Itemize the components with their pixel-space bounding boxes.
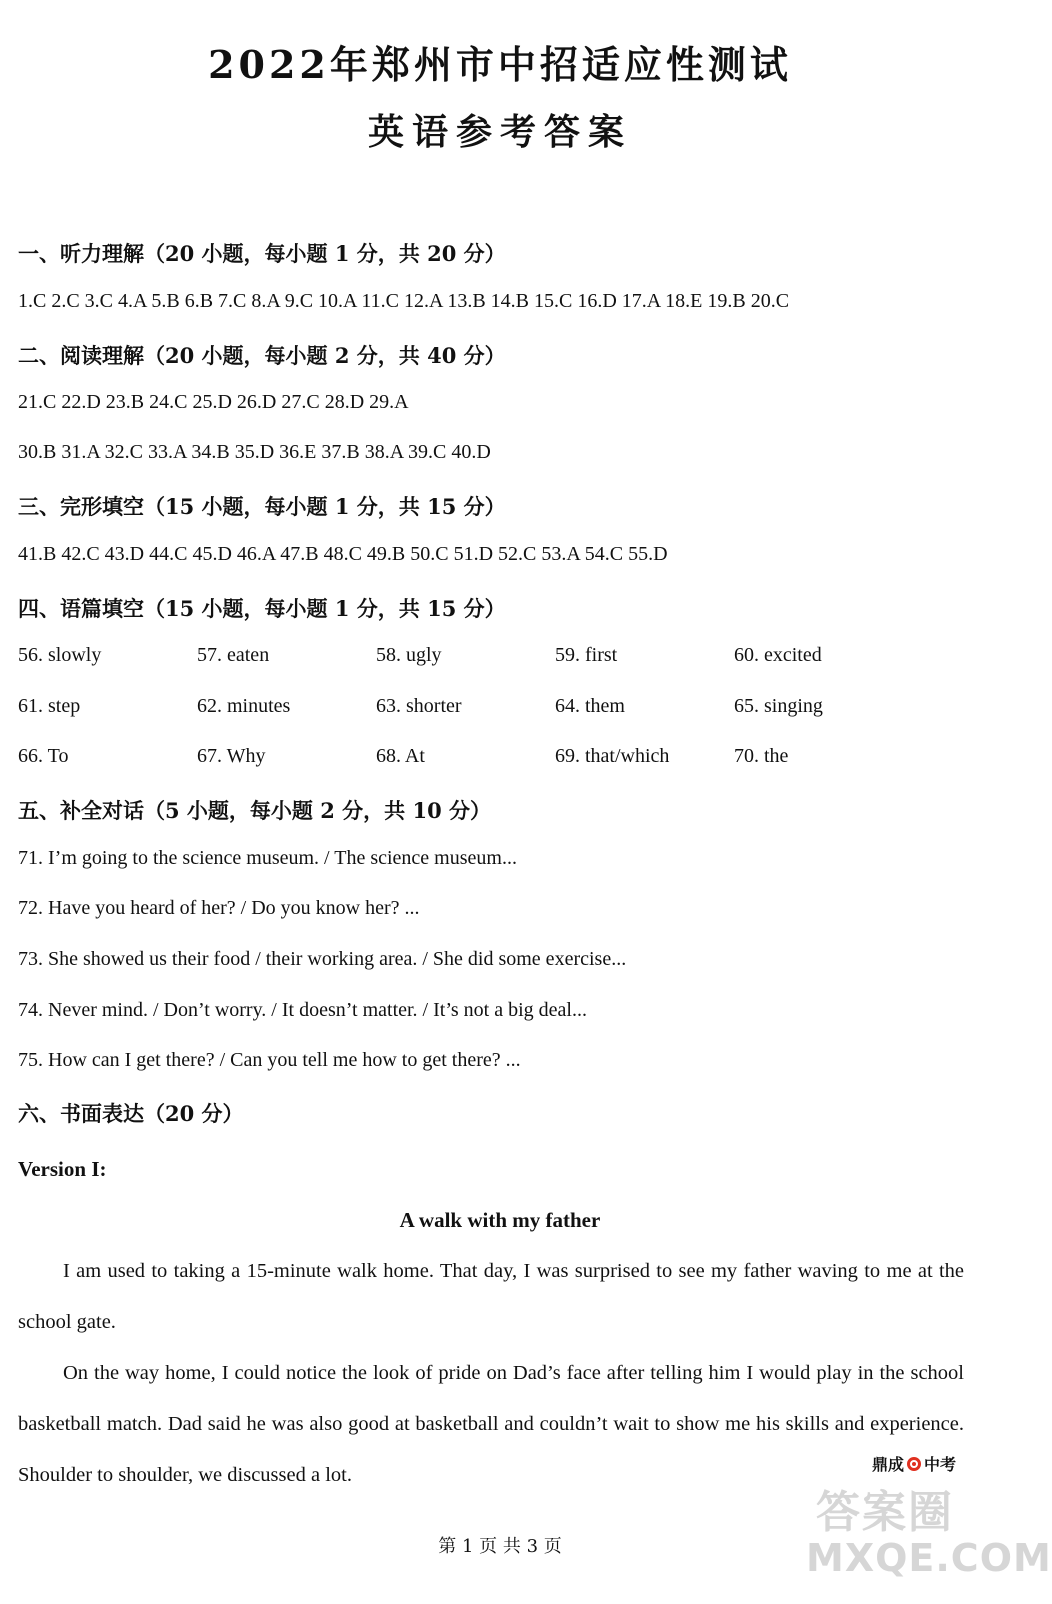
- passage-fill-row: [18, 644, 978, 674]
- essay-body: [18, 1246, 964, 1501]
- passage-fill-answer: 65. singing: [734, 695, 823, 717]
- passage-fill-answer: 59. first: [555, 644, 618, 666]
- answers-reading-line-1: 21.C 22.D 23.B 24.C 25.D 26.D 27.C 28.D 29.A: [18, 391, 409, 413]
- passage-fill-row: [18, 745, 978, 775]
- dialogue-answer-71: 71. I’m going to the science museum. / The science museum...: [18, 847, 517, 869]
- passage-fill-answer: 63. shorter: [376, 695, 462, 717]
- passage-fill-answer: 60. excited: [734, 644, 822, 666]
- dialogue-answer-75: 75. How can I get there? / Can you tell me how to get there? ...: [18, 1049, 521, 1071]
- document-subtitle: 英语参考答案: [367, 111, 632, 153]
- answers-reading-line-2: 30.B 31.A 32.C 33.A 34.B 35.D 36.E 37.B 38.A 39.C 40.D: [18, 441, 491, 463]
- passage-fill-answer: 64. them: [555, 695, 625, 717]
- watermark-text-top: 答案圈: [816, 1487, 954, 1538]
- passage-fill-answer: 67. Why: [197, 745, 266, 767]
- essay-paragraph: I am used to taking a 15-minute walk home. That day, I was surprised to see my father waving to me at the school gate.: [18, 1260, 964, 1333]
- section-heading-writing: 六、书面表达（20 分）: [18, 1101, 244, 1126]
- version-label: Version I:: [18, 1157, 107, 1181]
- essay-paragraph: On the way home, I could notice the look of pride on Dad’s face after telling him I would play in the school basketball match. Dad said he was also good at basketball and couldn’t wait to show me his skills and experience. Shoulder to shoulder, we discussed a lot.: [18, 1362, 964, 1486]
- answers-cloze: 41.B 42.C 43.D 44.C 45.D 46.A 47.B 48.C 49.B 50.C 51.D 52.C 53.A 54.C 55.D: [18, 543, 668, 565]
- section-heading-listening: 一、听力理解（20 小题，每小题 1 分，共 20 分）: [18, 241, 506, 266]
- passage-fill-answer: 69. that/which: [555, 745, 670, 767]
- passage-fill-answer: 58. ugly: [376, 644, 442, 666]
- dialogue-answer-74: 74. Never mind. / Don’t worry. / It doesn’t matter. / It’s not a big deal...: [18, 999, 587, 1021]
- passage-fill-answer: 61. step: [18, 695, 81, 717]
- brand-logo: [872, 1452, 956, 1475]
- dialogue-answer-72: 72. Have you heard of her? / Do you know her? ...: [18, 897, 420, 919]
- brand-name: 鼎成: [872, 1455, 905, 1474]
- answers-listening: 1.C 2.C 3.C 4.A 5.B 6.B 7.C 8.A 9.C 10.A 11.C 12.A 13.B 14.B 15.C 16.D 17.A 18.E 19.B 20.C: [18, 290, 790, 312]
- passage-fill-answer: 70. the: [734, 745, 789, 767]
- section-heading-reading: 二、阅读理解（20 小题，每小题 2 分，共 40 分）: [18, 343, 506, 368]
- passage-fill-answer: 68. At: [376, 745, 425, 767]
- passage-fill-answer: 62. minutes: [197, 695, 291, 717]
- passage-fill-answer: 66. To: [18, 745, 69, 767]
- passage-fill-answer: 57. eaten: [197, 644, 270, 666]
- passage-fill-row: [18, 695, 978, 725]
- watermark-text-bottom: MXQE.COM: [806, 1536, 1052, 1580]
- page-footer: 第 1 页 共 3 页: [438, 1536, 562, 1557]
- target-icon: [907, 1457, 921, 1471]
- section-heading-dialogue: 五、补全对话（5 小题，每小题 2 分，共 10 分）: [18, 798, 492, 823]
- passage-fill-answer: 56. slowly: [18, 644, 102, 666]
- section-heading-passage-fill: 四、语篇填空（15 小题，每小题 1 分，共 15 分）: [18, 596, 506, 621]
- dialogue-answer-73: 73. She showed us their food / their working area. / She did some exercise...: [18, 948, 627, 970]
- brand-suffix: 中考: [924, 1455, 957, 1474]
- section-heading-cloze: 三、完形填空（15 小题，每小题 1 分，共 15 分）: [18, 494, 506, 519]
- essay-title: A walk with my father: [399, 1208, 601, 1232]
- document-title: 2022年郑州市中招适应性测试: [208, 42, 792, 87]
